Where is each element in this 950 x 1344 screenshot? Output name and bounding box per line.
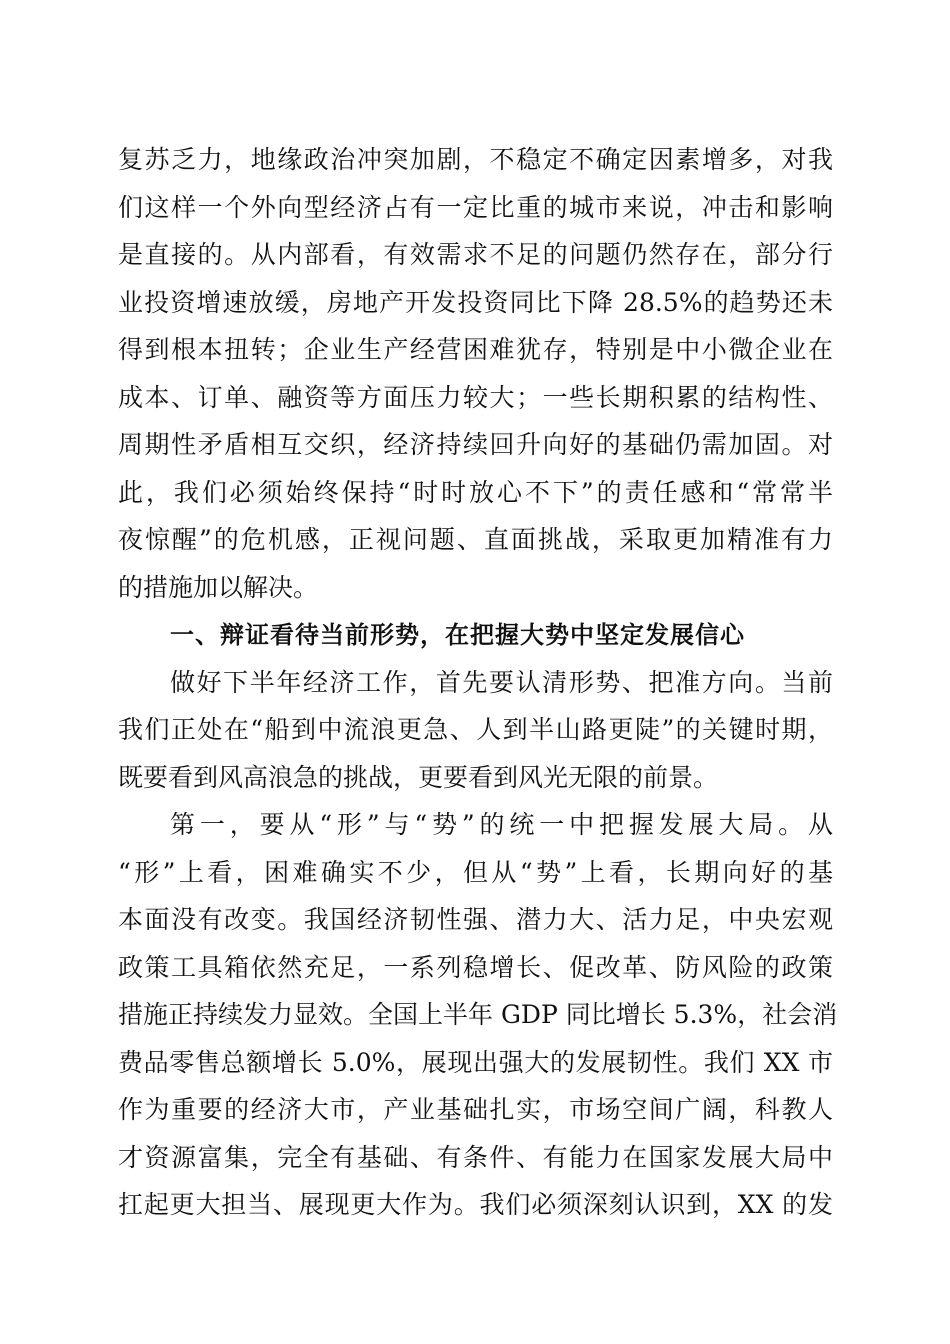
paragraph-line: 本面没有改变。我国经济韧性强、潜力大、活力足，中央宏观 (118, 905, 833, 934)
paragraph-line: 第一，要从“形”与“势”的统一中把握发展大局。从 (170, 810, 833, 839)
section-heading: 一、辩证看待当前形势，在把握大势中坚定发展信心 (170, 621, 745, 649)
paragraph-line: 政策工具箱依然充足，一系列稳增长、促改革、防风险的政策 (118, 953, 833, 982)
paragraph-line: 才资源富集，完全有基础、有条件、有能力在国家发展大局中 (118, 1143, 833, 1172)
paragraph-line: 周期性矛盾相互交织，经济持续回升向好的基础仍需加固。对 (118, 430, 833, 459)
paragraph-line: 做好下半年经济工作，首先要认清形势、把准方向。当前 (170, 668, 833, 697)
paragraph-line: 措施正持续发力显效。全国上半年 GDP 同比增长 5.3%，社会消 (118, 1000, 838, 1029)
paragraph-line: 成本、订单、融资等方面压力较大；一些长期积累的结构性、 (118, 383, 833, 412)
paragraph-line: 扛起更大担当、展现更大作为。我们必须深刻认识到，XX 的发 (118, 1190, 833, 1219)
paragraph-line: 是直接的。从内部看，有效需求不足的问题仍然存在，部分行 (118, 240, 833, 269)
paragraph-line: 复苏乏力，地缘政治冲突加剧，不稳定不确定因素增多，对我 (118, 145, 833, 174)
paragraph-line: 费品零售总额增长 5.0%，展现出强大的发展韧性。我们 XX 市 (118, 1048, 833, 1077)
paragraph-line: 作为重要的经济大市，产业基础扎实，市场空间广阔，科教人 (118, 1095, 833, 1124)
paragraph-line: 业投资增速放缓，房地产开发投资同比下降 28.5%的趋势还未 (118, 288, 833, 317)
paragraph-line: 得到根本扭转；企业生产经营困难犹存，特别是中小微企业在 (118, 335, 833, 364)
paragraph-line: 此，我们必须始终保持“时时放心不下”的责任感和“常常半 (118, 478, 833, 507)
paragraph-line: 夜惊醒”的危机感，正视问题、直面挑战，采取更加精准有力 (118, 525, 833, 554)
paragraph-line: 们这样一个外向型经济占有一定比重的城市来说，冲击和影响 (118, 193, 833, 222)
paragraph-line: 我们正处在“船到中流浪更急、人到半山路更陡”的关键时期， (118, 715, 833, 744)
paragraph-line: 的措施加以解决。 (118, 573, 319, 602)
paragraph-line: “形”上看，困难确实不少，但从“势”上看，长期向好的基 (118, 858, 833, 887)
paragraph-line: 既要看到风高浪急的挑战，更要看到风光无限的前景。 (118, 763, 719, 792)
